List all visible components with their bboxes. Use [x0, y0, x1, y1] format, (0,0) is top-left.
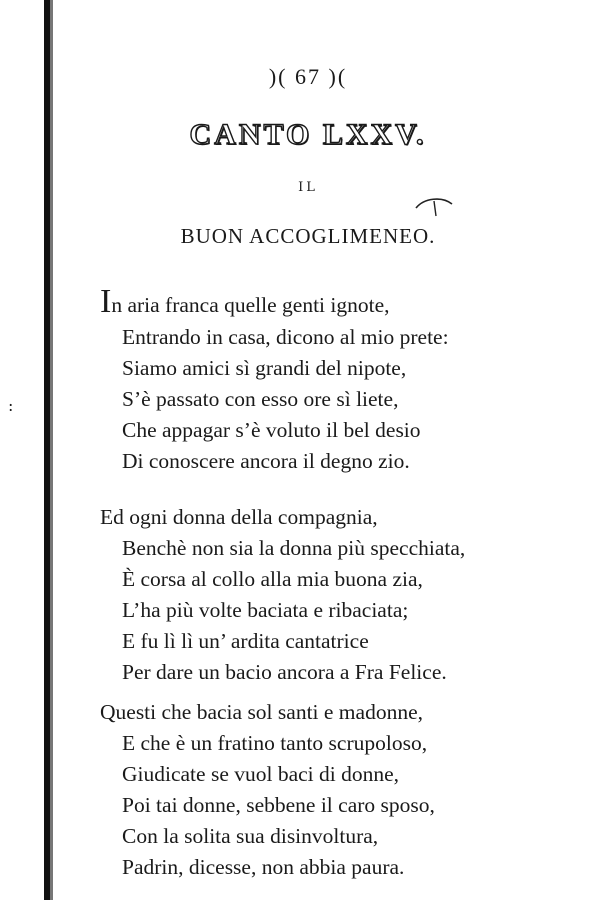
line-text: n aria franca quelle genti ignote, — [111, 293, 390, 317]
drop-cap: I — [100, 283, 112, 320]
stanza-line: Padrin, dicesse, non abbia paura. — [122, 855, 405, 879]
canto-title: CANTO LXXV. — [189, 118, 427, 151]
stanza-line: Siamo amici sì grandi del nipote, — [122, 356, 407, 380]
stanza-line: L’ha più volte baciata e ribaciata; — [122, 598, 409, 622]
stanza-line: Con la solita sua disinvoltura, — [122, 824, 379, 848]
stanza-line: Di conoscere ancora il degno zio. — [122, 449, 410, 473]
stanza-3 — [100, 697, 560, 883]
poem-title: BUON ACCOGLIMENEO. — [180, 224, 436, 248]
stanza-line: Giudicate se vuol baci di donne, — [122, 762, 400, 786]
stanza-line: Poi tai donne, sebbene il caro sposo, — [122, 793, 435, 817]
stanza-line: Entrando in casa, dicono al mio prete: — [122, 325, 449, 349]
title-article: IL — [298, 180, 318, 195]
stanza-line: Ed ogni donna della compagnia, — [100, 505, 378, 529]
stanza-line: Benchè non sia la donna più specchiata, — [122, 536, 466, 560]
stanza-line: Che appagar s’è voluto il bel desio — [122, 418, 421, 442]
page-number-header: )( 67 )( — [268, 64, 348, 89]
stanza-line: È corsa al collo alla mia buona zia, — [122, 567, 423, 591]
margin-mark: : — [8, 396, 14, 415]
stanza-2 — [100, 502, 560, 688]
stanza-line: Per dare un bacio ancora a Fra Felice. — [122, 660, 447, 684]
stanza-line: Questi che bacia sol santi e madonne, — [100, 700, 423, 724]
stanza-line: S’è passato con esso ore sì liete, — [122, 387, 399, 411]
handwritten-correction-mark — [414, 196, 454, 226]
stanza-line: E che è un fratino tanto scrupoloso, — [122, 731, 428, 755]
stanza-1 — [100, 283, 560, 477]
stanza-line: E fu lì lì un’ ardita cantatrice — [122, 629, 369, 653]
stanza-line — [100, 283, 560, 322]
